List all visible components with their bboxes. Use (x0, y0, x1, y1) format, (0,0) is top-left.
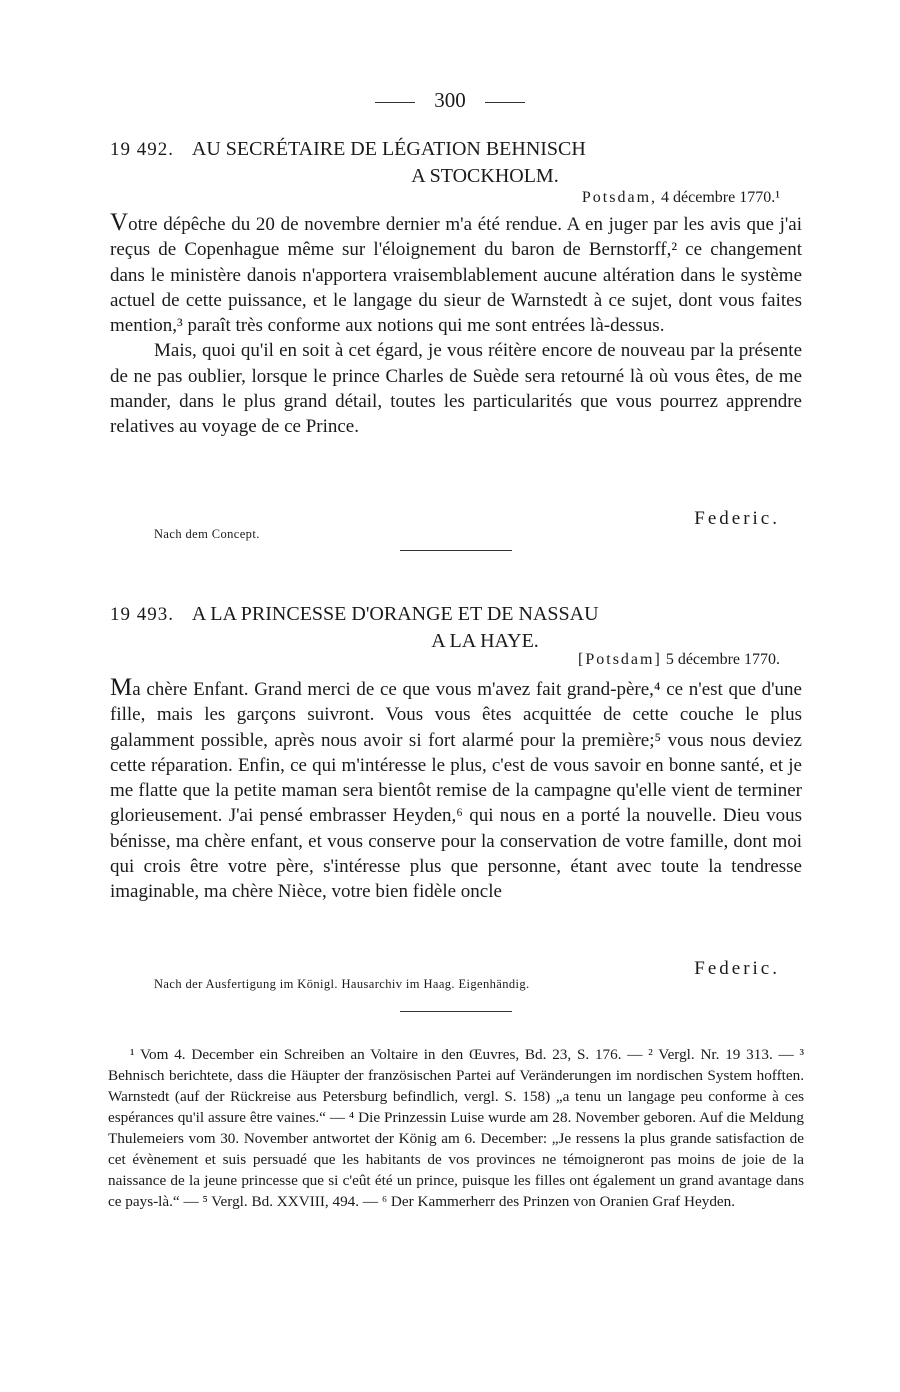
letter2-number: 19 493. (110, 604, 174, 625)
letter1-dateline (582, 189, 780, 207)
letter1-signature: Federic. (694, 508, 780, 529)
letter2-body (110, 675, 802, 905)
letter1-date-place: Potsdam, (581, 189, 658, 206)
letter1-paragraph2: Mais, quoi qu'il en soit à cet égard, je vous réitère encore de nouveau par la présente de ne pas oublier, lorsque le prince Charles de Suède sera retourné là où vous êtes, de me mander, dans le plus grand détail, toutes les particularités que vous pourrez apprendre relatives au voyage de ce Prince. (110, 340, 802, 438)
letter2-paragraph1-text: a chère Enfant. Grand merci de ce que vous m'avez fait grand-père,⁴ ce n'est que d'une fille, mais les garçons suivront. Vous vous êtes acquittée de cette couche le plus galamment possible, après nous avoir si fort alarmé pour la première;⁵ vous nous deviez cette réparation. Enfin, ce qui m'intéresse le plus, c'est de vous savoir en bonne santé, et je me flatte que la petite maman sera bientôt remise de la campagne qu'elle vient de terminer glorieusement. J'ai pensé embrasser Heyden,⁶ qui nous en a porté la nouvelle. Dieu vous bénisse, ma chère enfant, et vous conserve pour la conservation de votre famille, dont moi qui crois être votre père, s'intéresse plus que personne, étant avec toute la tendresse imaginable, ma chère Nièce, votre bien fidèle oncle (110, 679, 802, 903)
page-number: 300 (434, 88, 466, 112)
letter2-date: 5 décembre 1770. (661, 651, 780, 668)
letter2-source: Nach der Ausfertigung im Königl. Hausarchiv im Haag. Eigenhändig. (154, 977, 530, 991)
letter1-body (110, 210, 802, 440)
letter2-date-place: [Potsdam] (578, 651, 662, 668)
letter1-drop-letter: V (110, 209, 129, 236)
letter2-drop-letter: M (110, 674, 133, 701)
letter1-title-line2: A STOCKHOLM. (411, 165, 559, 187)
page-header (0, 88, 900, 113)
letter2-paragraph1 (110, 675, 802, 905)
section-divider-2 (400, 1011, 512, 1012)
letter1-date: 4 décembre 1770.¹ (657, 189, 780, 206)
header-dash-left (375, 102, 415, 103)
letter2-dateline (578, 651, 780, 669)
letter1-source: Nach dem Concept. (154, 527, 260, 541)
header-dash-right (485, 102, 525, 103)
letter1-title (110, 136, 800, 190)
letter2-title (110, 601, 800, 655)
letter2-signature: Federic. (694, 958, 780, 979)
letter2-title-line1: A LA PRINCESSE D'ORANGE ET DE NASSAU (191, 603, 599, 625)
footnotes (108, 1044, 804, 1212)
footnotes-text: ¹ Vom 4. December ein Schreiben an Voltaire in den Œuvres, Bd. 23, S. 176. — ² Vergl. Nr. 19 313. — ³ Behnisch berichtete, dass die Häupter der französischen Partei auf Veränderungen im nordischen System hofften. Warnstedt (auf der Rückreise aus Petersburg befindlich, vergl. S. 158) „a tenu un langage peu conforme à ces espérances qu'il assure être vaines.“ — ⁴ Die Prinzessin Luise wurde am 28. November geboren. Auf die Meldung Thulemeiers vom 30. November antwortet der König am 6. December: „Je ressens la plus grande satisfaction de cet évènement et suis persuadé que les habitants de vos provinces ne témoigneront pas moins de joie de la naissance de la jeune princesse que si c'eût été un prince, puisque les filles ont également un grand avantage dans ce pays-là.“ — ⁵ Vergl. Bd. XXVIII, 494. — ⁶ Der Kammerherr des Prinzen von Oranien Graf Heyden. (108, 1046, 804, 1210)
letter1-paragraph1-text: otre dépêche du 20 de novembre dernier m'a été rendue. A en juger par les avis que j'ai reçus de Copenhague même sur l'éloignement du baron de Bernstorff,² ce changement dans le ministère danois n'apportera vraisemblablement aucune altération dans le système actuel de cette puissance, et le langage du sieur de Warnstedt à ce sujet, dont vous faites mention,³ paraît très conforme aux notions qui me sont entrées là-dessus. (110, 214, 802, 337)
section-divider-1 (400, 550, 512, 551)
letter1-title-line1: AU SECRÉTAIRE DE LÉGATION BEHNISCH (191, 138, 586, 160)
letter1-number: 19 492. (110, 139, 174, 160)
letter1-paragraph1 (110, 210, 802, 338)
letter2-title-line2: A LA HAYE. (431, 630, 539, 652)
